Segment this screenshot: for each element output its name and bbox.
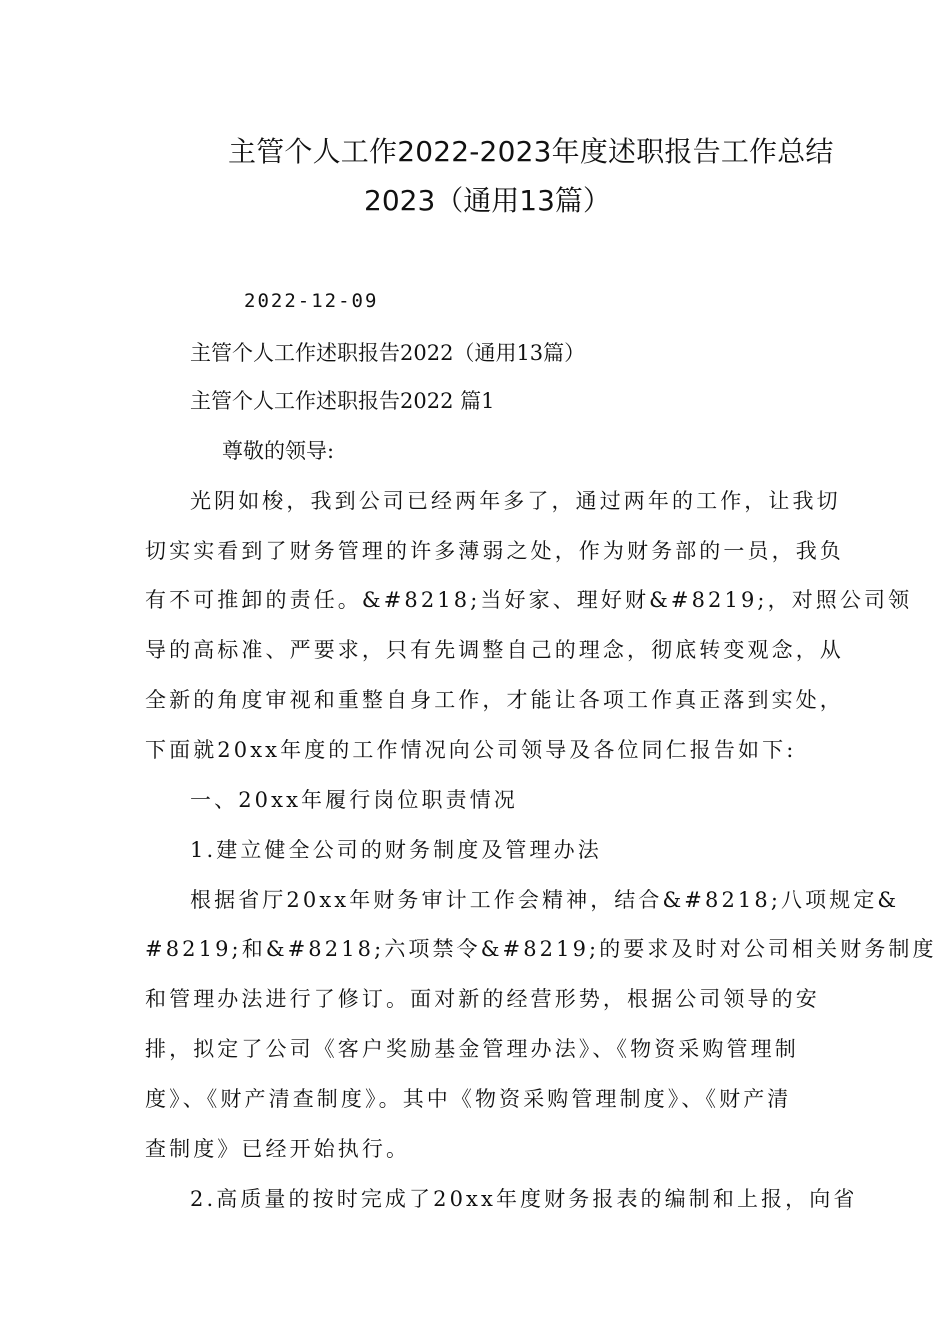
- paragraph-line: 排，拟定了公司《客户奖励基金管理办法》、《物资采购管理制: [145, 1037, 799, 1061]
- paragraph-line: 查制度》已经开始执行。: [145, 1137, 411, 1161]
- section-heading: 主管个人工作述职报告2022 篇1: [190, 389, 495, 413]
- paragraph-line: 全新的角度审视和重整自身工作，才能让各项工作真正落到实处，: [145, 688, 844, 712]
- paragraph-line: 有不可推卸的责任。&#8218;当好家、理好财&#8219;，对照公司领: [145, 588, 913, 612]
- paragraph-line: 度》、《财产清查制度》。其中《物资采购管理制度》、《财产清: [145, 1087, 792, 1111]
- section-heading: 一、20xx年履行岗位职责情况: [190, 788, 518, 812]
- paragraph-line: 下面就20xx年度的工作情况向公司领导及各位同仁报告如下:: [145, 738, 797, 762]
- paragraph-line: 根据省厅20xx年财务审计工作会精神，结合&#8218;八项规定&: [190, 888, 900, 912]
- document-date: 2022-12-09: [244, 290, 379, 312]
- subsection-heading: 1.建立健全公司的财务制度及管理办法: [190, 838, 602, 862]
- document-subtitle: 主管个人工作述职报告2022（通用13篇）: [190, 341, 586, 365]
- paragraph-line: 切实实看到了财务管理的许多薄弱之处，作为财务部的一员，我负: [145, 539, 844, 563]
- paragraph-line: 和管理办法进行了修订。面对新的经营形势，根据公司领导的安: [145, 987, 820, 1011]
- salutation: 尊敬的领导:: [222, 439, 335, 463]
- paragraph-line: 导的高标准、严要求，只有先调整自己的理念，彻底转变观念，从: [145, 638, 844, 662]
- document-title-line-1: 主管个人工作2022-2023年度述职报告工作总结: [228, 135, 834, 168]
- paragraph-line: #8219;和&#8218;六项禁令&#8219;的要求及时对公司相关财务制度: [145, 937, 937, 961]
- paragraph-line: 光阴如梭，我到公司已经两年多了，通过两年的工作，让我切: [190, 489, 841, 513]
- subsection-heading: 2.高质量的按时完成了20xx年度财务报表的编制和上报，向省: [190, 1187, 858, 1211]
- document-title-line-2: 2023（通用13篇）: [364, 184, 611, 217]
